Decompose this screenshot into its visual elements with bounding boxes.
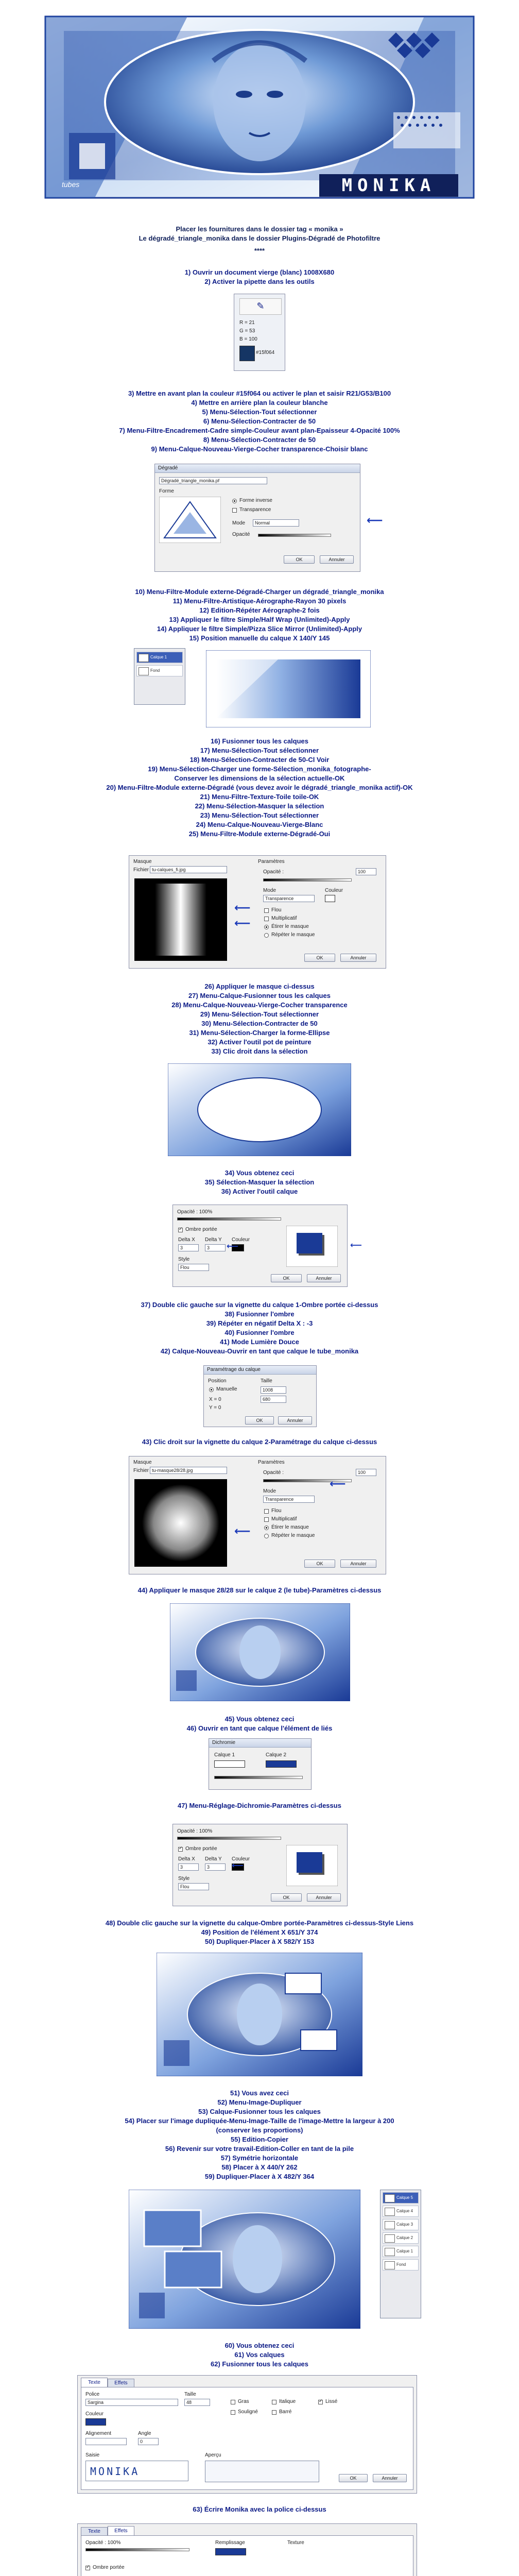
option-label: Multiplicatif: [271, 1516, 297, 1522]
delta-x-field[interactable]: 3: [178, 1863, 199, 1871]
texture-label: Texture: [287, 2540, 304, 2546]
step-33: 33) Clic droit dans la sélection: [211, 1047, 308, 1055]
option-label: Étirer le masque: [271, 924, 309, 929]
mode-label: Mode: [263, 1488, 276, 1494]
tab-effets[interactable]: Effets: [108, 2379, 134, 2388]
step-19b: Conserver les dimensions de la sélection actuelle-OK: [174, 774, 345, 782]
pointer-arrow-icon: ⟵: [234, 1524, 251, 1537]
ok-button[interactable]: OK: [304, 954, 335, 962]
fill-label: Remplissage: [215, 2540, 245, 2546]
result-gradient-image: [206, 650, 371, 727]
tab-effets[interactable]: Effets: [108, 2526, 134, 2536]
opacity-slider[interactable]: [177, 1837, 281, 1840]
pointer-arrow-icon: ⟵: [234, 901, 251, 914]
tab-texte[interactable]: Texte: [81, 2527, 108, 2536]
opacity-label: Opacité :: [263, 869, 284, 875]
step-22: 22) Menu-Sélection-Masquer la sélection: [195, 802, 324, 810]
opacity-field[interactable]: 100: [356, 1469, 376, 1476]
gradient-dialog: [154, 464, 360, 572]
ok-button[interactable]: OK: [339, 2474, 368, 2482]
ok-button[interactable]: OK: [284, 555, 315, 564]
delta-y-field[interactable]: 3: [205, 1863, 226, 1871]
pipette-r: R = 21: [239, 320, 255, 326]
opacity-slider[interactable]: [258, 534, 331, 537]
opacity-label: Opacité : 100%: [177, 1209, 213, 1215]
step-5: 5) Menu-Sélection-Tout sélectionner: [202, 408, 317, 416]
option-label: Flou: [271, 907, 282, 913]
file-label: Fichier: [133, 1468, 149, 1473]
italique-check[interactable]: [272, 2400, 276, 2404]
forme-inverse-label: Forme inverse: [239, 498, 272, 503]
step-29: 29) Menu-Sélection-Tout sélectionner: [200, 1010, 319, 1018]
cancel-button[interactable]: Annuler: [340, 1560, 376, 1568]
step-42: 42) Calque-Nouveau-Ouvrir en tant que calque le tube_monika: [160, 1347, 359, 1355]
mask2-preview: [134, 1479, 227, 1567]
steps-1-2: [0, 268, 519, 286]
shadow-dialog: [172, 1205, 348, 1287]
step-18: 18) Menu-Sélection-Contracter de 50-Cl Voir: [189, 756, 330, 764]
ok-button[interactable]: OK: [245, 1416, 274, 1425]
layer-row[interactable]: Fond: [136, 665, 183, 676]
dialog-title: Dichromie: [209, 1739, 311, 1748]
step-38: 38) Fusionner l'ombre: [224, 1310, 295, 1318]
forme-label: Forme: [159, 488, 174, 494]
step-45: 45) Vous obtenez ceci: [224, 1715, 295, 1723]
etirer-radio[interactable]: [264, 1526, 269, 1530]
opacity-slider[interactable]: [177, 1217, 281, 1221]
option-label: Multiplicatif: [271, 916, 297, 921]
copies-result-image: [129, 2190, 360, 2329]
color1-swatch[interactable]: [214, 1760, 245, 1768]
step-55: 55) Edition-Copier: [231, 2136, 288, 2143]
step-20: 20) Menu-Filtre-Module externe-Dégradé (vous devez avoir le dégradé_triangle_monika actif)-OK: [106, 784, 413, 791]
shadow-check[interactable]: [178, 1228, 183, 1232]
step-25: 25) Menu-Filtre-Module externe-Dégradé-Oui: [188, 830, 331, 838]
gras-check[interactable]: [231, 2400, 235, 2404]
step-6: 6) Menu-Sélection-Contracter de 50: [203, 417, 316, 425]
size-field[interactable]: 48: [184, 2399, 210, 2406]
step-57: 57) Symétrie horizontale: [220, 2154, 299, 2162]
pointer-arrow-icon: ⟵: [227, 1242, 238, 1251]
step-61: 61) Vos calques: [234, 2351, 285, 2359]
mask-file-field[interactable]: tu-calques_fi.jpg: [150, 866, 227, 873]
pointer-arrow-icon: ⟵: [234, 917, 251, 929]
align-select[interactable]: [85, 2438, 127, 2445]
color-label: Couleur: [232, 1856, 250, 1862]
transparence-label: Transparence: [239, 507, 271, 513]
shadow-label: Ombre portée: [185, 1846, 217, 1852]
option-label: Lissé: [325, 2399, 338, 2404]
opacity-label: Opacité : 100%: [177, 1828, 213, 1834]
step-48: 48) Double clic gauche sur la vignette du calque-Ombre portée-Paramètres ci-dessus-Style Liens: [105, 1919, 414, 1927]
text-dialog: [77, 2375, 417, 2494]
step-23: 23) Menu-Sélection-Tout sélectionner: [200, 811, 319, 819]
lisse-check[interactable]: [318, 2400, 323, 2404]
step-10: 10) Menu-Filtre-Module externe-Dégradé-Charger un dégradé_triangle_monika: [135, 588, 384, 596]
step-37: 37) Double clic gauche sur la vignette du calque 1-Ombre portée ci-dessus: [141, 1301, 378, 1309]
mask-dialog-title: Masque: [133, 1460, 152, 1465]
steps-16-25: [0, 737, 519, 839]
mask-file-field[interactable]: tu-masque28/28.jpg: [150, 1467, 227, 1474]
step-14: 14) Appliquer le filtre Simple/Pizza Slice Mirror (Unlimited)-Apply: [157, 625, 362, 633]
steps-45-46: [0, 1715, 519, 1733]
delta-y-field[interactable]: 3: [205, 1244, 226, 1251]
size-label: Taille: [184, 2392, 196, 2397]
layer-row[interactable]: Calque 1: [136, 652, 183, 663]
step-59: 59) Dupliquer-Placer à X 482/Y 364: [204, 2173, 315, 2180]
header-logo-text: MONIKA: [319, 174, 458, 197]
option-label: Gras: [238, 2399, 249, 2404]
shadow-check[interactable]: [85, 2566, 90, 2570]
cancel-button[interactable]: Annuler: [320, 555, 354, 564]
steps-34-36: [0, 1168, 519, 1196]
option-label: Répéter le masque: [271, 932, 315, 938]
step-4: 4) Mettre en arrière plan la couleur blanche: [191, 399, 328, 406]
step-62: 62) Fusionner tous les calques: [211, 2360, 308, 2368]
mask-preview: [134, 878, 227, 961]
cancel-button[interactable]: Annuler: [373, 2474, 407, 2482]
text-label: Saisie: [85, 2452, 100, 2458]
step-60: 60) Vous obtenez ceci: [224, 2342, 295, 2349]
params-label: Paramètres: [258, 859, 285, 865]
step-32: 32) Activer l'outil pot de peinture: [207, 1038, 312, 1046]
step-63: 63) Écrire Monika avec la police ci-dessus: [193, 2505, 326, 2513]
ok-button[interactable]: OK: [304, 1560, 335, 1568]
layer-row[interactable]: Calque 1: [383, 2246, 419, 2257]
opacity-label: Opacité :: [263, 1470, 284, 1476]
flou-check[interactable]: [264, 1509, 269, 1514]
dichromie-layer2-label: Calque 2: [266, 1752, 287, 1758]
option-label: Flou: [271, 1508, 282, 1514]
step-2: 2) Activer la pipette dans les outils: [204, 278, 315, 285]
layer-row[interactable]: Calque 3: [383, 2219, 419, 2230]
step-11: 11) Menu-Filtre-Artistique-Aérographe-Rayon 30 pixels: [172, 597, 347, 605]
step-47: 47) Menu-Réglage-Dichromie-Paramètres ci-dessus: [178, 1802, 341, 1809]
cancel-button[interactable]: Annuler: [307, 1893, 341, 1902]
step-41: 41) Mode Lumière Douce: [220, 1338, 299, 1346]
dichromie-dialog: [209, 1738, 312, 1790]
steps-10-15: [0, 587, 519, 643]
gradient-preview: [159, 497, 221, 543]
option-label: Barré: [279, 2409, 292, 2415]
step-35: 35) Sélection-Masquer la sélection: [204, 1178, 315, 1186]
shadow-preview: [286, 1226, 338, 1267]
align-label: Alignement: [85, 2431, 112, 2436]
layer-params-dialog: [203, 1365, 317, 1427]
pipette-b: B = 100: [239, 336, 257, 342]
step-53: 53) Calque-Fusionner tous les calques: [198, 2108, 321, 2115]
font-label: Police: [85, 2392, 100, 2397]
y-label: Y = 0: [209, 1405, 221, 1411]
repeter-radio[interactable]: [264, 1534, 269, 1538]
option-label: Répéter le masque: [271, 1533, 315, 1538]
step-49: 49) Position de l'élément X 651/Y 374: [201, 1928, 318, 1936]
forme-inverse-radio[interactable]: [232, 499, 237, 503]
params-label: Paramètres: [258, 1460, 285, 1465]
step-24: 24) Menu-Calque-Nouveau-Vierge-Blanc: [196, 821, 323, 828]
dialog-title: Dégradé: [155, 464, 360, 473]
shadow2-dialog: [172, 1824, 348, 1906]
step-8: 8) Menu-Sélection-Contracter de 50: [203, 436, 316, 444]
fill-swatch[interactable]: [215, 2548, 246, 2555]
style-select[interactable]: Flou: [178, 1883, 209, 1890]
pointer-arrow-icon: ⟵: [330, 1477, 346, 1490]
dialog-title: Paramétrage du calque: [204, 1366, 316, 1375]
dichromie-layer1-label: Calque 1: [214, 1752, 235, 1758]
pipette-hex: #15f064: [256, 350, 275, 355]
gradient-file-field[interactable]: Dégradé_triangle_monika.pf: [159, 477, 267, 484]
intro-line: Placer les fournitures dans le dossier tag « monika »: [176, 225, 343, 233]
step-15: 15) Position manuelle du calque X 140/Y 145: [189, 634, 330, 642]
step-7: 7) Menu-Filtre-Encadrement-Cadre simple-Couleur avant plan-Epaisseur 4-Opacité 100%: [119, 427, 400, 434]
multiplicatif-check[interactable]: [264, 917, 269, 921]
step-40: 40) Fusionner l'ombre: [224, 1329, 295, 1336]
step-34: 34) Vous obtenez ceci: [224, 1169, 295, 1177]
width-field[interactable]: 1008: [261, 1386, 286, 1394]
color-label: Couleur: [325, 888, 343, 893]
text-preview-box: [205, 2461, 319, 2482]
pointer-arrow-icon: ⟵: [367, 514, 383, 527]
intro-line: Le dégradé_triangle_monika dans le dossier Plugins-Dégradé de Photofiltre: [139, 234, 380, 242]
step-36: 36) Activer l'outil calque: [221, 1188, 298, 1195]
layers-palette: [380, 2190, 421, 2318]
option-label: Étirer le masque: [271, 1524, 309, 1530]
preview-label: Aperçu: [205, 2452, 221, 2458]
step-30: 30) Menu-Sélection-Contracter de 50: [201, 1020, 318, 1027]
portrait-result-image: [170, 1603, 350, 1701]
position-label: Position: [208, 1378, 227, 1384]
pipette-panel: [234, 294, 285, 371]
pipette-icon: ✎: [239, 298, 282, 315]
color-swatch[interactable]: [325, 895, 335, 902]
mask-dialog: [129, 855, 386, 969]
steps-26-33: [0, 982, 519, 1056]
manual-radio[interactable]: [209, 1387, 214, 1392]
mask-dialog-title: Masque: [133, 859, 152, 865]
shadow-preview: [286, 1845, 338, 1886]
intro-block: [0, 225, 519, 256]
layer-row[interactable]: Calque 2: [383, 2232, 419, 2244]
mask2-dialog: [129, 1456, 386, 1574]
header-tag-line: tubes: [62, 180, 80, 189]
step-27: 27) Menu-Calque-Fusionner tous les calques: [188, 992, 331, 999]
x-label: X = 0: [209, 1397, 221, 1402]
delta-x-field[interactable]: 3: [178, 1244, 199, 1251]
mode-select[interactable]: Normal: [253, 519, 299, 527]
repeter-radio[interactable]: [264, 933, 269, 938]
delta-x-label: Delta X: [178, 1856, 195, 1862]
style-label: Style: [178, 1257, 190, 1262]
step-54: 54) Placer sur l'image dupliquée-Menu-Image-Taille de l'image-Mettre la largeur à 200: [125, 2117, 394, 2125]
text-effect-dialog: [77, 2523, 417, 2576]
step-31: 31) Menu-Sélection-Charger la forme-Ellipse: [189, 1029, 330, 1037]
layer-row[interactable]: Calque 5: [383, 2192, 419, 2204]
souligne-check[interactable]: [231, 2410, 235, 2415]
flou-check[interactable]: [264, 908, 269, 913]
intro-line: ****: [254, 247, 265, 255]
color-label: Couleur: [232, 1237, 250, 1243]
steps-48-50: [0, 1919, 519, 1946]
steps-37-42: [0, 1300, 519, 1356]
step-21: 21) Menu-Filtre-Texture-Toile toile-OK: [200, 793, 319, 801]
step-3: 3) Mettre en avant plan la couleur #15f064 ou activer le plan et saisir R21/G53/B100: [128, 389, 391, 397]
step-51: 51) Vous avez ceci: [230, 2089, 289, 2097]
color-label: Couleur: [85, 2411, 104, 2417]
manual-label: Manuelle: [216, 1386, 237, 1392]
etirer-radio[interactable]: [264, 925, 269, 929]
opacity-label: Opacité : 100%: [85, 2540, 121, 2546]
step-58: 58) Placer à X 440/Y 262: [221, 2163, 298, 2171]
step-50: 50) Dupliquer-Placer à X 582/Y 153: [204, 1938, 315, 1945]
step-39: 39) Répéter en négatif Delta X : -3: [206, 1319, 313, 1327]
layers-panel: [134, 648, 185, 705]
steps-60-62: [0, 2341, 519, 2369]
step-19: 19) Menu-Sélection-Charger une forme-Sélection_monika_fotographe-: [148, 765, 371, 773]
layer-row[interactable]: Fond: [383, 2259, 419, 2270]
tab-texte[interactable]: Texte: [81, 2378, 108, 2387]
color-swatch[interactable]: [85, 2418, 106, 2426]
step-26: 26) Appliquer le masque ci-dessus: [204, 982, 315, 990]
step-52: 52) Menu-Image-Dupliquer: [217, 2098, 302, 2106]
file-label: Fichier: [133, 867, 149, 873]
multiplicatif-check[interactable]: [264, 1517, 269, 1522]
steps-3-9: [0, 389, 519, 454]
cancel-button[interactable]: Annuler: [278, 1416, 312, 1425]
text-input[interactable]: MONIKA: [85, 2461, 188, 2481]
pointer-arrow-icon: ⟵: [350, 1241, 362, 1250]
ellipse-result-image: [168, 1063, 351, 1156]
delta-y-label: Delta Y: [205, 1856, 222, 1862]
barre-check[interactable]: [272, 2410, 276, 2415]
step-54b: (conserver les proportions): [216, 2126, 303, 2134]
dichromie-slider[interactable]: [214, 1776, 303, 1779]
delta-x-label: Delta X: [178, 1237, 195, 1243]
step-13: 13) Appliquer le filtre Simple/Half Wrap (Unlimited)-Apply: [169, 616, 350, 623]
style-label: Style: [178, 1876, 190, 1882]
layer-row[interactable]: Calque 4: [383, 2206, 419, 2217]
step-43: 43) Clic droit sur la vignette du calque 2-Paramétrage du calque ci-dessus: [142, 1438, 377, 1446]
angle-label: Angle: [138, 2431, 151, 2436]
color2-swatch[interactable]: [266, 1760, 297, 1768]
steps-51-59: [0, 2089, 519, 2181]
mode-select[interactable]: Transparence: [263, 1496, 315, 1503]
shadow-label: Ombre portée: [93, 2565, 125, 2570]
shadow-check[interactable]: [178, 1847, 183, 1852]
option-label: Souligné: [238, 2409, 258, 2415]
step-9: 9) Menu-Calque-Nouveau-Vierge-Cocher transparence-Choisir blanc: [151, 445, 368, 453]
step-46: 46) Ouvrir en tant que calque l'élément de liés: [186, 1724, 333, 1732]
step-17: 17) Menu-Sélection-Tout sélectionner: [200, 747, 319, 754]
cancel-button[interactable]: Annuler: [340, 954, 376, 962]
step-16: 16) Fusionner tous les calques: [211, 737, 308, 745]
mode-select[interactable]: Transparence: [263, 895, 315, 902]
step-44: 44) Appliquer le masque 28/28 sur le calque 2 (le tube)-Paramètres ci-dessus: [137, 1586, 382, 1594]
step-28: 28) Menu-Calque-Nouveau-Vierge-Cocher transparence: [171, 1001, 348, 1009]
pipette-color-swatch: [239, 346, 255, 361]
height-field[interactable]: 680: [261, 1396, 286, 1403]
step-1: 1) Ouvrir un document vierge (blanc) 1008X680: [184, 268, 335, 276]
opacity-slider[interactable]: [85, 2548, 189, 2551]
option-label: Italique: [279, 2399, 296, 2404]
style-select[interactable]: Flou: [178, 1264, 209, 1271]
ok-button[interactable]: OK: [271, 1893, 302, 1902]
cancel-button[interactable]: Annuler: [307, 1274, 341, 1282]
transparence-check[interactable]: [232, 508, 237, 513]
mode-label: Mode: [232, 520, 246, 526]
shadow-label: Ombre portée: [185, 1227, 217, 1232]
ok-button[interactable]: OK: [271, 1274, 302, 1282]
composite-result-image: [157, 1953, 362, 2076]
opacity-slider[interactable]: [263, 878, 352, 882]
angle-field[interactable]: 0: [138, 2438, 159, 2445]
step-56: 56) Revenir sur votre travail-Edition-Coller en tant de la pile: [165, 2145, 354, 2153]
delta-y-label: Delta Y: [205, 1237, 222, 1243]
opacity-label: Opacité: [232, 532, 250, 537]
font-select[interactable]: Sargina: [85, 2399, 178, 2406]
size-label: Taille: [261, 1378, 272, 1384]
pipette-g: G = 53: [239, 328, 255, 334]
mode-label: Mode: [263, 888, 276, 893]
pointer-arrow-icon: ⟵: [232, 1861, 244, 1870]
opacity-field[interactable]: 100: [356, 868, 376, 875]
step-12: 12) Edition-Répéter Aérographe-2 fois: [199, 606, 320, 614]
